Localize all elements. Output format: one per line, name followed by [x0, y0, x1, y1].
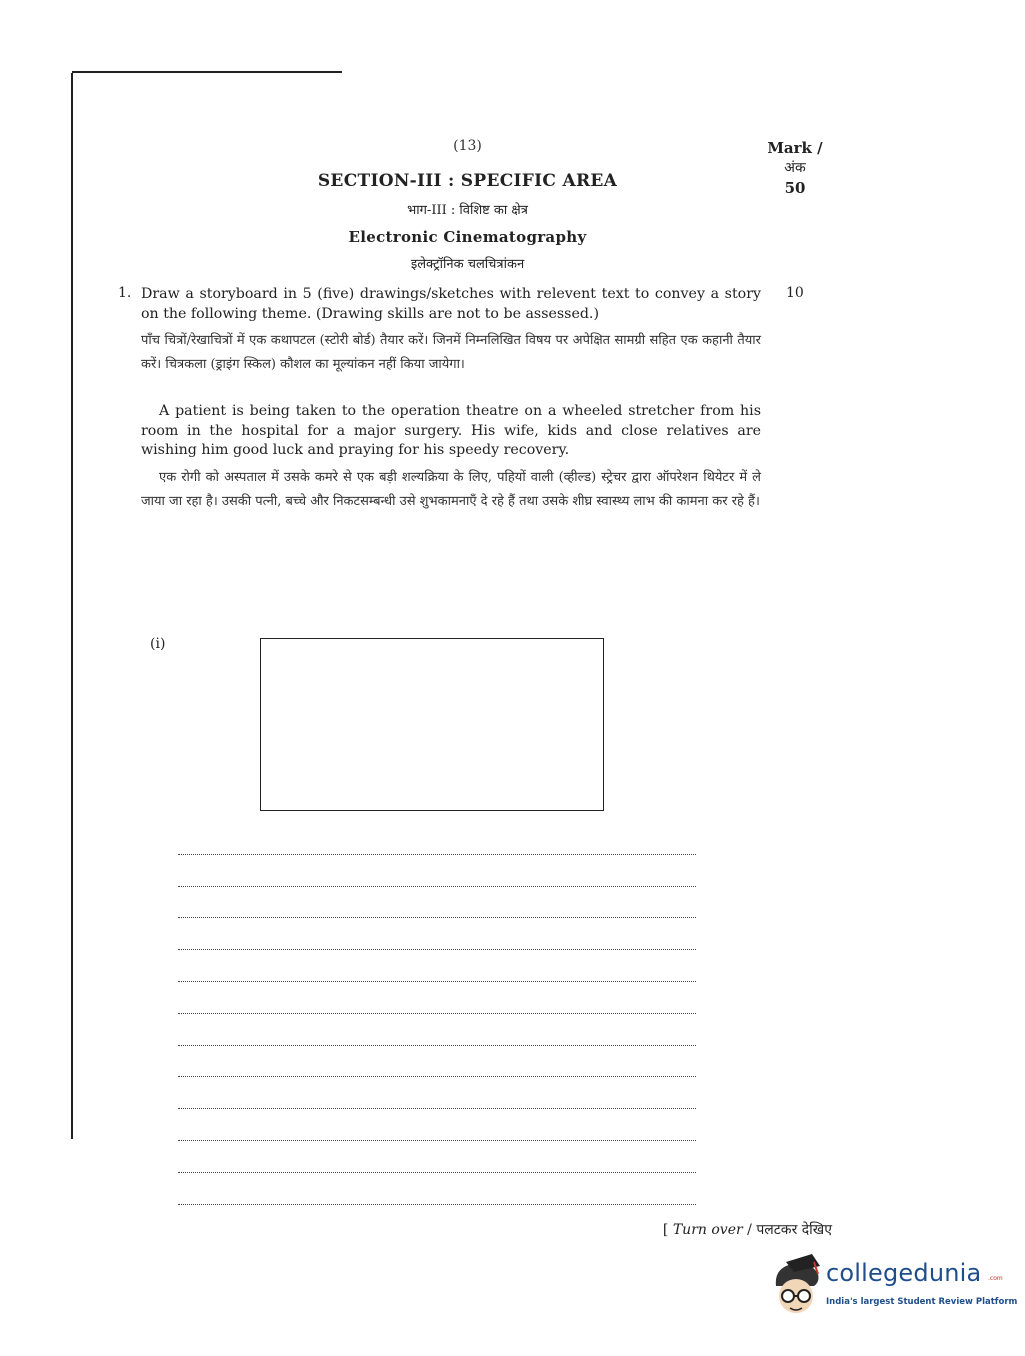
- answer-line[interactable]: [178, 918, 696, 950]
- answer-line[interactable]: [178, 887, 696, 919]
- theme-text-hindi: एक रोगी को अस्पताल में उसके कमरे से एक बड़ी शल्यक्रिया के लिए, पहियों वाली (व्हील्ड) स्ट्रेचर द्वारा ऑपरेशन थियेटर में ले जाया जा रहा है। उसकी पत्नी, बच्चे और निकटसम्बन्धी उसे शुभकामनाएँ दे रहे हैं तथा उसके शीघ्र स्वास्थ्य लाभ की कामना कर रहे हैं।: [141, 470, 761, 509]
- answer-line[interactable]: [178, 823, 696, 855]
- top-rule: [72, 71, 342, 73]
- question-marks: 10: [786, 285, 804, 301]
- answer-line[interactable]: [178, 1109, 696, 1141]
- answer-line[interactable]: [178, 855, 696, 887]
- answer-line[interactable]: [178, 1046, 696, 1078]
- theme-text: A patient is being taken to the operation theatre on a wheeled stretcher from his room in the hospital for a major surgery. His wife, kids and close relatives are wishing him good luck and praying for his speedy recovery.: [141, 403, 761, 458]
- logo-tagline: India's largest Student Review Platform: [826, 1297, 1018, 1307]
- answer-line[interactable]: [178, 982, 696, 1014]
- question-text-hindi: पाँच चित्रों/रेखाचित्रों में एक कथापटल (स्टोरी बोर्ड) तैयार करें। जिनमें निम्नलिखित विषय पर अपेक्षित सामग्री सहित एक कहानी तैयार करें। चित्रकला (ड्राइंग स्किल) कौशल का मूल्यांकन नहीं किया जायेगा।: [141, 333, 761, 372]
- logo-name: collegedunia: [826, 1259, 982, 1287]
- marks-label: Mark /: [767, 139, 823, 157]
- svg-text:.com: .com: [988, 1275, 1003, 1282]
- page-number: (13): [453, 138, 482, 154]
- answer-line[interactable]: [178, 950, 696, 982]
- section-title: SECTION-III : SPECIFIC AREA: [317, 171, 618, 191]
- question-text: Draw a storyboard in 5 (five) drawings/sketches with relevent text to convey a story on the following theme. (Drawing skills are not to be assessed.): [141, 286, 761, 322]
- answer-line[interactable]: [178, 1173, 696, 1205]
- answer-line[interactable]: [178, 1014, 696, 1046]
- marks-label-hindi: अंक: [784, 160, 806, 176]
- answer-line[interactable]: [178, 1077, 696, 1109]
- storyboard-frame[interactable]: [260, 638, 604, 811]
- question-number: 1.: [118, 285, 132, 301]
- subject-title-hindi: इलेक्ट्रॉनिक चलचित्रांकन: [410, 257, 525, 272]
- footer-bracket: [: [662, 1222, 673, 1238]
- subject-title: Electronic Cinematography: [348, 228, 587, 246]
- marks-total: 50: [784, 179, 806, 197]
- footer-separator: /: [742, 1222, 757, 1238]
- turn-over-text: Turn over: [672, 1222, 743, 1238]
- turn-over-note: [600, 1220, 832, 1239]
- section-title-hindi: भाग-III : विशिष्ट का क्षेत्र: [407, 203, 528, 218]
- answer-lines[interactable]: [178, 823, 696, 1205]
- part-label: (i): [150, 636, 166, 652]
- turn-over-text-hindi: पलटकर देखिए: [756, 1222, 832, 1238]
- answer-line[interactable]: [178, 1141, 696, 1173]
